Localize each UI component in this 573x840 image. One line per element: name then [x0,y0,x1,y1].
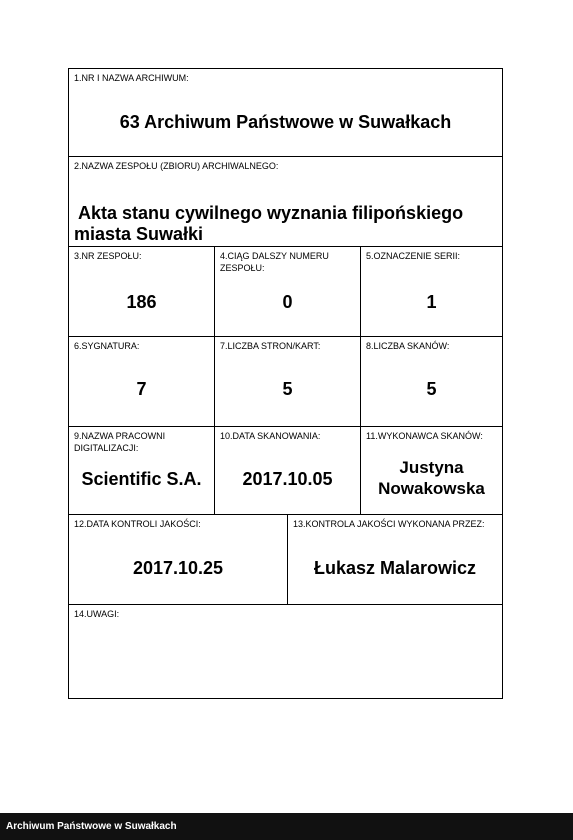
scanner-value-line1: Justyna [399,458,464,477]
metadata-card [68,68,505,699]
pages-value: 5 [282,379,293,399]
quality-control-row [68,514,503,605]
digitization-row [68,426,503,515]
fonds-number-label: 3.NR ZESPOŁU: [74,251,142,261]
signature-value: 7 [136,379,147,399]
notes-row [68,604,503,699]
scanner-label: 11.WYKONAWCA SKANÓW: [366,431,483,441]
qc-date-cell [69,515,287,604]
continuation-label: 4.CIĄG DALSZY NUMERU ZESPOŁU: [220,251,329,273]
fonds-name-value-line1: Akta stanu cywilnego wyznania filipońskiego [78,203,464,223]
qc-by-value: Łukasz Malarowicz [313,558,477,578]
scans-label: 8.LICZBA SKANÓW: [366,341,450,351]
scanner-cell [360,427,502,514]
fonds-number-value: 186 [126,292,157,312]
series-cell [360,247,502,336]
fonds-name-value-line2: miasta Suwałki [74,224,204,244]
fonds-name-label: 2.NAZWA ZESPOŁU (ZBIORU) ARCHIWALNEGO: [74,161,279,171]
series-label: 5.OZNACZENIE SERII: [366,251,461,261]
scan-date-cell [214,427,360,514]
archive-row [68,68,503,157]
archive-label: 1.NR I NAZWA ARCHIWUM: [74,73,189,83]
series-value: 1 [426,292,437,312]
archive-value: 63 Archiwum Państwowe w Suwałkach [119,112,452,132]
studio-value: Scientific S.A. [81,469,202,489]
qc-by-cell [287,515,502,604]
pages-label: 7.LICZBA STRON/KART: [220,341,321,351]
scans-cell [360,337,502,426]
qc-date-value: 2017.10.25 [132,558,224,578]
scans-value: 5 [426,379,437,399]
signature-row [68,336,503,427]
signature-cell [69,337,214,426]
footer-bar: Archiwum Państwowe w Suwałkach [0,813,573,840]
scan-date-value: 2017.10.05 [242,469,333,489]
qc-by-label: 13.KONTROLA JAKOŚCI WYKONANA PRZEZ: [293,519,485,529]
studio-cell [69,427,214,514]
fonds-number-row [68,246,503,337]
fonds-number-cell [69,247,214,336]
continuation-cell [214,247,360,336]
fonds-name-row [68,156,503,247]
notes-label: 14.UWAGI: [74,609,120,619]
scan-date-label: 10.DATA SKANOWANIA: [220,431,321,441]
studio-label: 9.NAZWA PRACOWNI DIGITALIZACJI: [74,431,166,453]
continuation-value: 0 [282,292,293,312]
signature-label: 6.SYGNATURA: [74,341,140,351]
scanner-value-line2: Nowakowska [378,479,485,498]
qc-date-label: 12.DATA KONTROLI JAKOŚCI: [74,519,201,529]
pages-cell [214,337,360,426]
